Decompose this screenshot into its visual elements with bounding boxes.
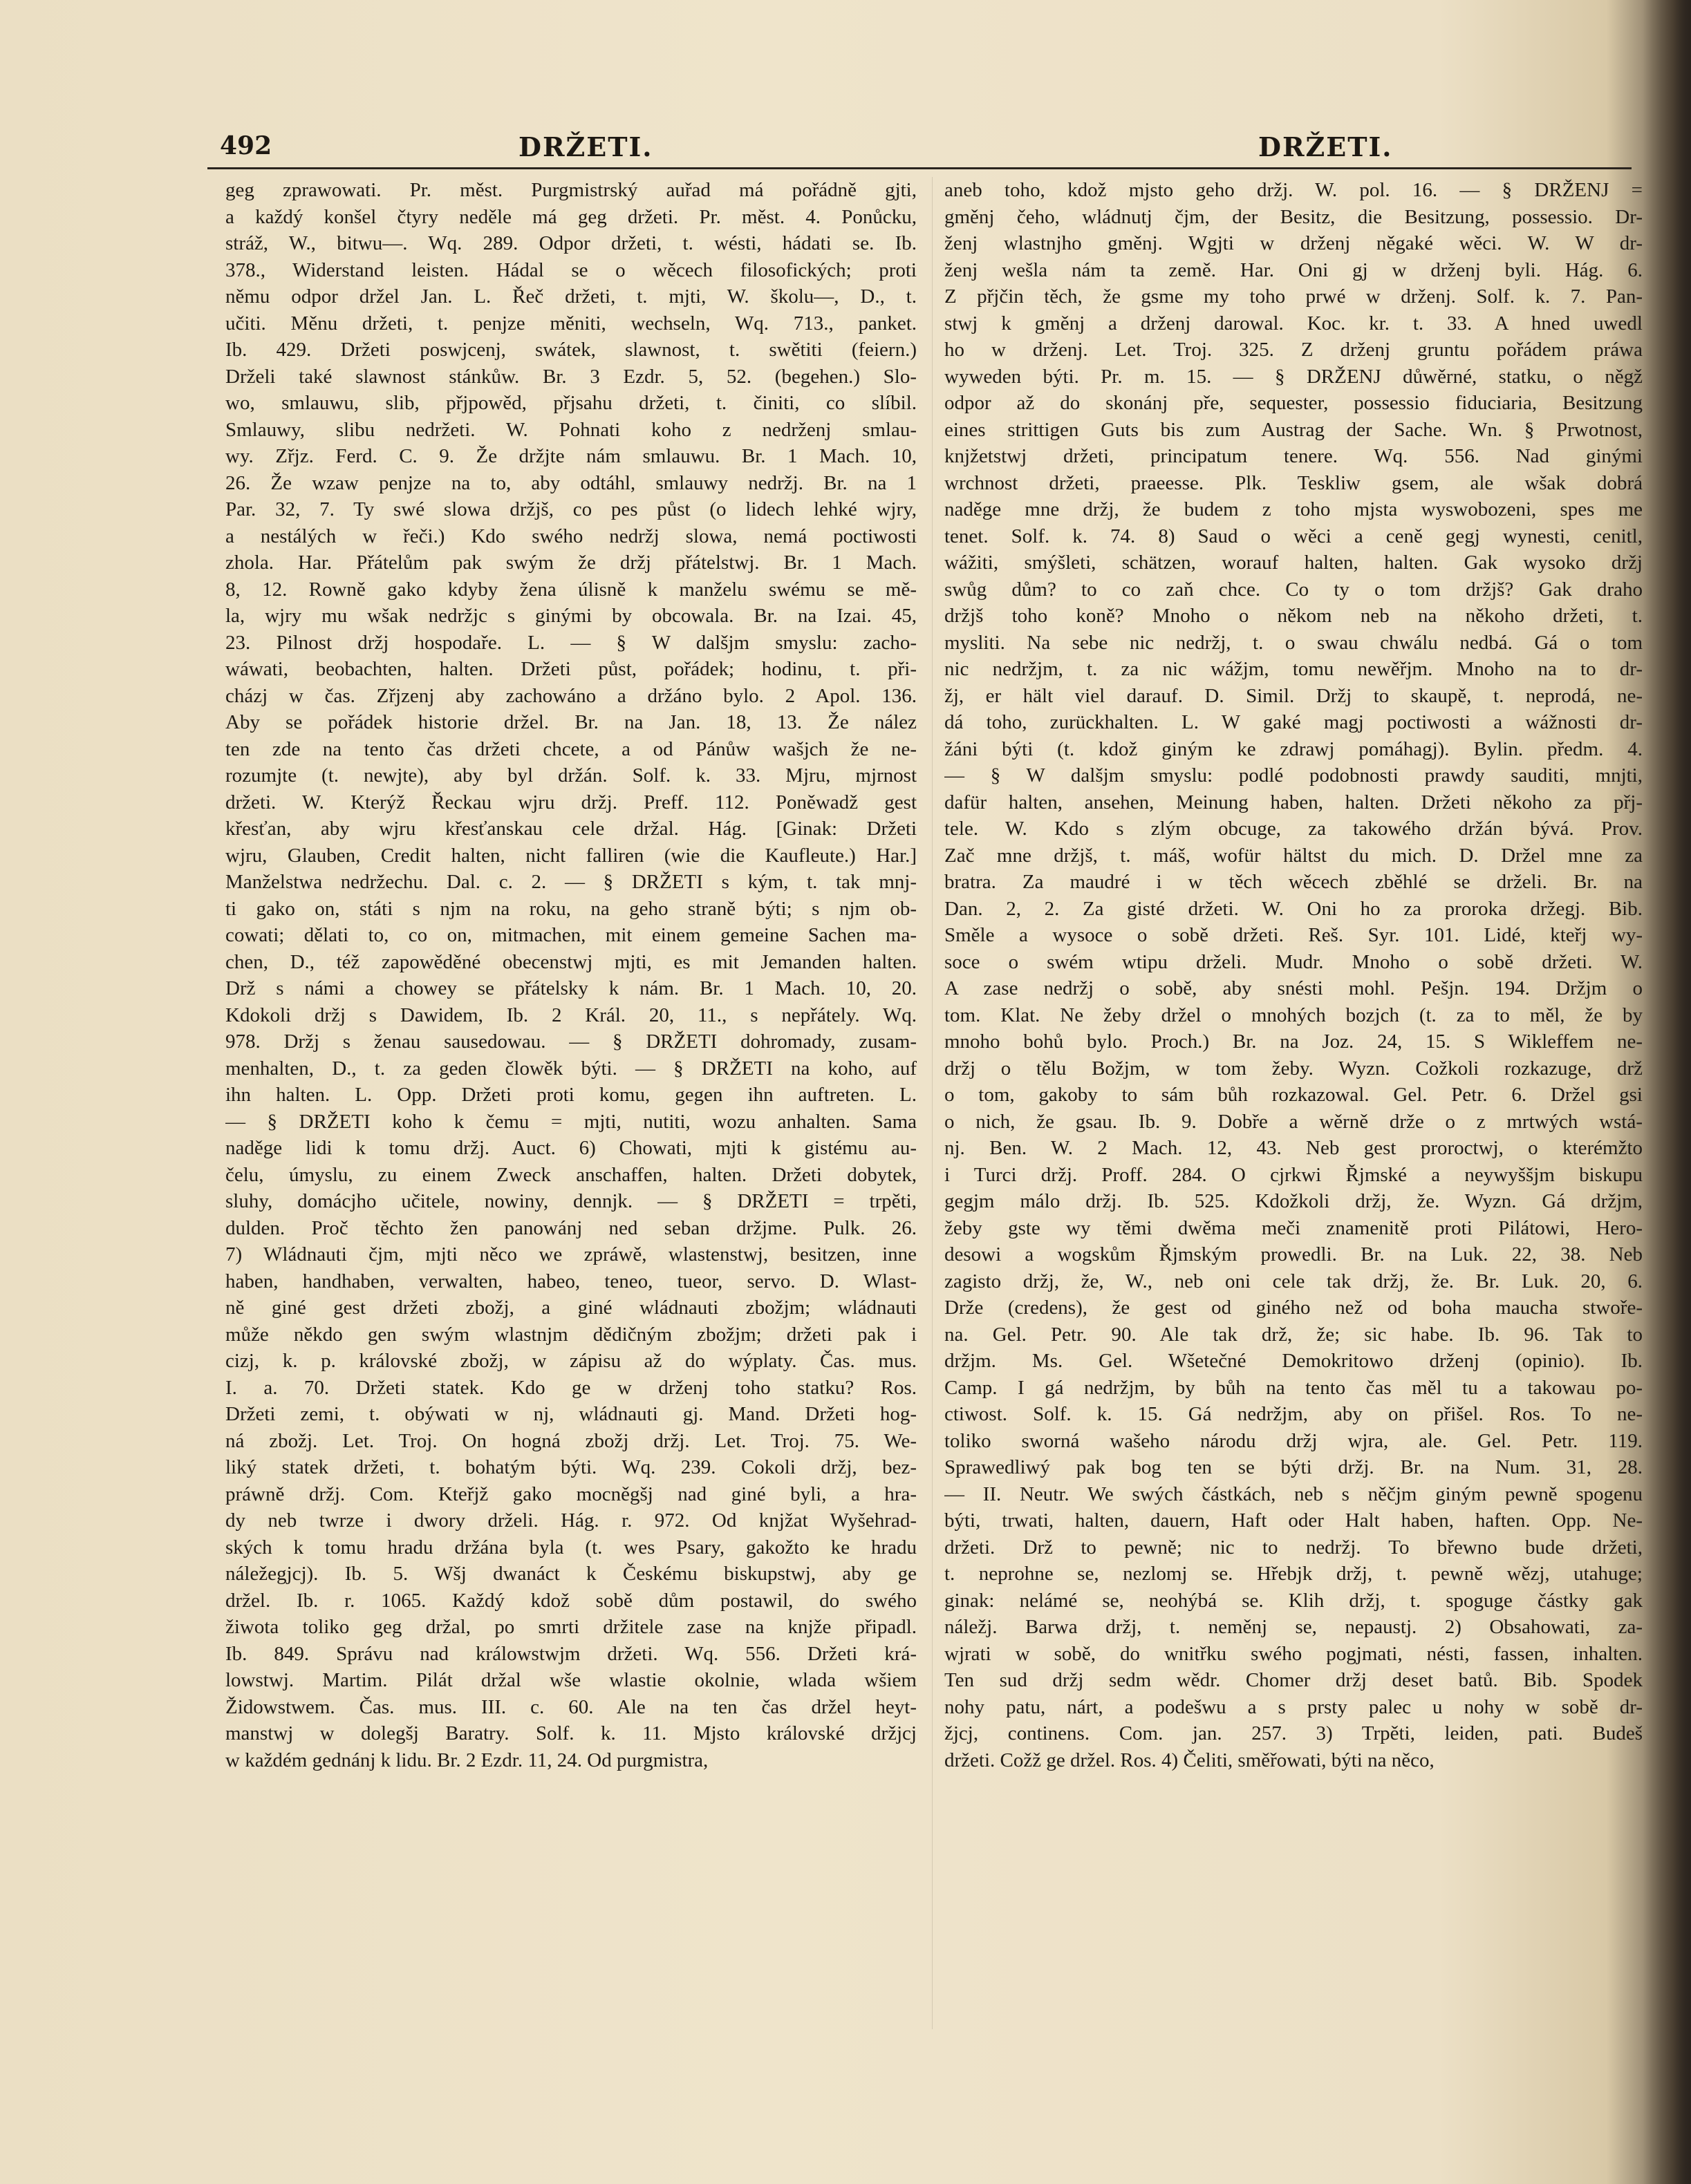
text-line: 8, 12. Rowně gako kdyby žena úlisně k manželu swému se mě- (225, 578, 917, 601)
text-line: ten zde na tento čas držeti chcete, a od Pánůw wašjch že ne- (225, 737, 917, 760)
text-line: ně giné gest držeti zbožj, a giné wládnauti zbožjm; wládnauti (225, 1297, 917, 1319)
text-line: I. a. 70. Držeti statek. Kdo ge w drženj toho statku? Ros. (225, 1376, 917, 1399)
text-line: wjru, Glauben, Credit halten, nicht falliren (wie die Kaufleute.) Har.] (225, 844, 917, 867)
column-divider (932, 177, 933, 2029)
text-line: žiwota toliko geg držal, po smrti držitele zase na knjže připadl. (225, 1616, 917, 1638)
text-line: náležegjcj). Ib. 5. Wšj dwanáct k Českému biskupstwj, aby ge (225, 1563, 917, 1585)
text-line: haben, handhaben, verwalten, habeo, teneo, tueor, servo. D. Wlast- (225, 1270, 917, 1292)
text-line: soce o swém wtipu drželi. Mudr. Mnoho o sobě držeti. W. (944, 950, 1643, 973)
text-line: Dan. 2, 2. Za gisté držeti. W. Oni ho za proroka držegj. Bib. (944, 897, 1643, 920)
text-line: gměnj čeho, wládnutj čjm, der Besitz, die Besitzung, possessio. Dr- (944, 205, 1643, 228)
text-line: nic nedržjm, t. za nic wážjm, tomu newěřjm. Mnoho na to dr- (944, 658, 1643, 680)
text-line: dá toho, zurückhalten. L. W gaké magj poctiwosti a wážnosti dr- (944, 711, 1643, 733)
text-line: gegjm málo držj. Ib. 525. Kdožkoli držj, že. Wyzn. Gá držjm, (944, 1190, 1643, 1212)
text-line: čelu, úmyslu, zu einem Zweck anschaffen, halten. Držeti dobytek, (225, 1163, 917, 1186)
text-line: Drž s námi a chowey se přátelsky k nám. Br. 1 Mach. 10, 20. (225, 977, 917, 999)
text-line: křesťan, aby wjru křesťanskau cele držal. Hág. [Ginak: Držeti (225, 818, 917, 840)
text-line: dulden. Proč těchto žen panowánj ned seban držjme. Pulk. 26. (225, 1216, 917, 1239)
text-line: toliko sworná wašeho národu držj wjra, ale. Gel. Petr. 119. (944, 1429, 1643, 1452)
text-line: mnoho bohů bylo. Proch.) Br. na Joz. 24, 15. S Wikleffem ne- (944, 1030, 1643, 1053)
text-line: sluhy, domácjho učitele, nowiny, dennjk. — § DRŽETI = trpěti, (225, 1190, 917, 1212)
text-line: může někdo gen swým wlastnjm dědičným zbožjm; držeti pak i (225, 1323, 917, 1346)
text-line: cházj w čas. Zřjzenj aby zachowáno a držáno bylo. 2 Apol. 136. (225, 684, 917, 707)
text-line: t. neprohne se, nezlomj se. Hřebjk držj, t. pewně wězj, utahuge; (944, 1563, 1643, 1585)
text-line: Par. 32, 7. Ty swé slowa držjš, co pes půst (o lidech lehké wjry, (225, 498, 917, 520)
text-line: Ten sud držj sedm wědr. Chomer držj deset batů. Bib. Spodek (944, 1669, 1643, 1691)
text-line: lowstwj. Martim. Pilát držal wše wlastie okolnie, wlada wšiem (225, 1669, 917, 1691)
text-line: liký statek držeti, t. bohatým býti. Wq. 239. Cokoli držj, bez- (225, 1456, 917, 1478)
text-line: naděge lidi k tomu držj. Auct. 6) Chowati, mjti k gistému au- (225, 1137, 917, 1159)
text-line: eines strittigen Guts bis zum Austrag der Sache. Wn. § Prwotnost, (944, 418, 1643, 441)
text-line: zhola. Har. Přátelům pak swým že držj přátelstwj. Br. 1 Mach. (225, 552, 917, 574)
running-head-left: DRŽETI. (518, 131, 653, 162)
text-line: ti gako on, státi s njm na roku, na geho straně býti; s njm ob- (225, 897, 917, 920)
text-line: žáni býti (t. kdož giným ke zdrawj pomáhagj). Bylin. předm. 4. (944, 737, 1643, 760)
text-line: na. Gel. Petr. 90. Ale tak drž, že; sic habe. Ib. 96. Tak to (944, 1323, 1643, 1346)
text-line: aneb toho, kdož mjsto geho držj. W. pol. 16. — § DRŽENJ = (944, 179, 1643, 201)
text-line: Zač mne držjš, t. máš, wofür hältst du mich. D. Držel mne za (944, 844, 1643, 867)
text-line: naděge mne držj, že budem z toho mjsta wyswobozeni, spes me (944, 498, 1643, 520)
text-line: dafür halten, ansehen, Meinung haben, halten. Držeti někoho za přj- (944, 791, 1643, 813)
text-line: učiti. Měnu držeti, t. penjze měniti, wechseln, Wq. 713., panket. (225, 312, 917, 335)
text-line: Ib. 849. Správu nad králowstwjm držeti. Wq. 556. Držeti krá- (225, 1642, 917, 1665)
text-line: němu odpor držel Jan. L. Řeč držeti, t. mjti, W. školu—, D., t. (225, 285, 917, 308)
text-line: tenet. Solf. k. 74. 8) Saud o wěci a ceně gegj wynesti, cenitl, (944, 525, 1643, 547)
text-line: wy. Zřjz. Ferd. C. 9. Že držjte nám smlauwu. Br. 1 Mach. 10, (225, 445, 917, 467)
text-line: la, wjry mu wšak nedržjc s ginými by obcowala. Br. na Izai. 45, (225, 605, 917, 627)
text-line: wyweden býti. Pr. m. 15. — § DRŽENJ důwěrné, statku, o něgž (944, 365, 1643, 388)
text-line: w každém gednánj k lidu. Br. 2 Ezdr. 11, 24. Od purgmistra, (225, 1749, 709, 1771)
text-line: Sprawedliwý pak bog ten se býti držj. Br. na Num. 31, 28. (944, 1456, 1643, 1478)
text-line: mysliti. Na sebe nic nedržj, t. o swau chwálu nedbá. Gá o tom (944, 631, 1643, 654)
text-line: Manželstwa nedržechu. Dal. c. 2. — § DRŽETI s kým, t. tak mnj- (225, 871, 917, 893)
text-line: Kdokoli držj s Dawidem, Ib. 2 Král. 20, 11., s nepřátely. Wq. (225, 1004, 917, 1026)
text-line: bratra. Za maudré i w těch wěcech zběhlé se drželi. Br. na (944, 871, 1643, 893)
text-line: geg zprawowati. Pr. měst. Purgmistrský auřad má pořádně gjti, (225, 179, 917, 201)
text-line: wjrati w sobě, do wnitřku swého pogjmati, nésti, fassen, inhalten. (944, 1642, 1643, 1665)
text-line: wážiti, smýšleti, schätzen, worauf halten, halten. Gak wysoko držj (944, 552, 1643, 574)
text-line: žj, er hält viel darauf. D. Simil. Držj to skaupě, t. neprodá, ne- (944, 684, 1643, 707)
text-line: Drželi také slawnost stánkůw. Br. 3 Ezdr. 5, 52. (begehen.) Slo- (225, 365, 917, 388)
text-line: držeti. Cožž ge držel. Ros. 4) Čeliti, směřowati, býti na něco, (944, 1749, 1435, 1771)
text-line: Držeti zemi, t. obýwati w nj, wládnauti gj. Mand. Držeti hog- (225, 1403, 917, 1425)
text-line: wáwati, beobachten, halten. Držeti půst, pořádek; hodinu, t. při- (225, 658, 917, 680)
text-line: menhalten, D., t. za geden člowěk býti. — § DRŽETI na koho, auf (225, 1057, 917, 1080)
text-line: Aby se pořádek historie držel. Br. na Jan. 18, 13. Že nález (225, 711, 917, 733)
text-line: wo, smlauwu, slib, přjpowěd, přjsahu držeti, t. činiti, co slíbil. (225, 392, 917, 414)
text-line: 7) Wládnauti čjm, mjti něco we zpráwě, wlastenstwj, besitzen, inne (225, 1243, 917, 1265)
text-line: žeby gste wy těmi dwěma meči znamenitě proti Pilátowi, Hero- (944, 1216, 1643, 1239)
text-line: ských k tomu hradu držána byla (t. wes Psary, gakožto ke hradu (225, 1536, 917, 1559)
text-line: swůg dům? to co zaň chce. Co ty o tom držjš? Gak draho (944, 578, 1643, 601)
text-line: manstwj w dolegšj Baratry. Solf. k. 11. Mjsto královské držjcj (225, 1722, 917, 1744)
text-line: nohy patu, nárt, a podešwu a s prsty palec u nohy w sobě dr- (944, 1695, 1643, 1718)
text-line: — § DRŽETI koho k čemu = mjti, nutiti, wozu anhalten. Sama (225, 1110, 917, 1133)
page-number: 492 (220, 131, 272, 160)
text-line: náležj. Barwa držj, t. neměnj se, nepaustj. 2) Obsahowati, za- (944, 1616, 1643, 1638)
binding-gutter-shadow (1643, 0, 1691, 2184)
page-header (0, 131, 1691, 173)
text-line: — II. Neutr. We swých částkách, neb s něčjm giným pewně spogenu (944, 1482, 1643, 1505)
text-line: tele. W. Kdo s zlým obcuge, za takowého držán bývá. Prov. (944, 818, 1643, 840)
text-line: nj. Ben. W. 2 Mach. 12, 43. Neb gest proroctwj, o kterémžto (944, 1137, 1643, 1159)
text-line: wrchnost držeti, praeesse. Plk. Teskliw gsem, ale wšak dobrá (944, 471, 1643, 494)
text-line: stráž, W., bitwu—. Wq. 289. Odpor držeti, t. wésti, hádati se. Ib. (225, 232, 917, 254)
text-line: 26. Že wzaw penjze na to, aby odtáhl, smlauwy nedržj. Br. na 1 (225, 471, 917, 494)
text-line: cowati; dělati to, co on, mitmachen, mit einem gemeine Sachen ma- (225, 924, 917, 946)
text-line: odpor až do skonánj pře, sequester, possessio fiduciaria, Besitzung (944, 392, 1643, 414)
text-line: zagisto držj, že, W., neb oni cele tak držj, že. Br. Luk. 20, 6. (944, 1270, 1643, 1292)
text-line: ná zbožj. Let. Troj. On hogná zbožj držj. Let. Troj. 75. We- (225, 1429, 917, 1452)
text-line: ženj wlastnjho gměnj. Wgjti w drženj něgaké wěci. W. W dr- (944, 232, 1643, 254)
text-line: držjš toho koně? Mnoho o někom neb na někoho držeti, t. (944, 605, 1643, 627)
text-line: 978. Držj s ženau sausedowau. — § DRŽETI dohromady, zusam- (225, 1030, 917, 1053)
text-line: ho w drženj. Let. Troj. 325. Z drženj gruntu pořádem práwa (944, 339, 1643, 361)
text-line: práwně držj. Com. Kteřjž gako mocněgšj nad giné byli, a hra- (225, 1482, 917, 1505)
text-line: — § W dalšjm smyslu: podlé podobnosti prawdy sauditi, mnjti, (944, 764, 1643, 787)
text-line: držjm. Ms. Gel. Wšetečné Demokritowo drženj (opinio). Ib. (944, 1350, 1643, 1372)
text-line: ctiwost. Solf. k. 15. Gá nedržjm, aby on přišel. Ros. To ne- (944, 1403, 1643, 1425)
header-rule (207, 167, 1632, 169)
text-line: cizj, k. p. královské zbožj, w zápisu až do wýplaty. Čas. mus. (225, 1350, 917, 1372)
text-line: ihn halten. L. Opp. Držeti proti komu, gegen ihn auftreten. L. (225, 1084, 917, 1106)
text-line: Směle a wysoce o sobě držeti. Reš. Syr. 101. Lidé, kteřj wy- (944, 924, 1643, 946)
text-line: ginak: nelámé se, neohýbá se. Klih držj, t. spoguge částky gak (944, 1589, 1643, 1612)
text-line: držj o tělu Božjm, w tom žeby. Wyzn. Cožkoli rozkazuge, drž (944, 1057, 1643, 1080)
text-line: o tom, gakoby to sám bůh rozkazowal. Gel. Petr. 6. Držel gsi (944, 1084, 1643, 1106)
text-line: držeti. Drž to pewně; nic to nedržj. To břewno bude držeti, (944, 1536, 1643, 1559)
text-line: 378., Widerstand leisten. Hádal se o wěcech filosofických; proti (225, 258, 917, 281)
text-line: Židowstwem. Čas. mus. III. c. 60. Ale na ten čas držel heyt- (225, 1695, 917, 1718)
text-line: stwj k gměnj a drženj darowal. Koc. kr. t. 33. A hned uwedl (944, 312, 1643, 335)
text-line: Ib. 429. Držeti poswjcenj, swátek, slawnost, t. swětiti (feiern.) (225, 339, 917, 361)
text-line: Camp. I gá nedržjm, by bůh na tento čas měl tu a takowau po- (944, 1376, 1643, 1399)
text-line: desowi a wogskům Řjmským prowedli. Br. na Luk. 22, 38. Neb (944, 1243, 1643, 1265)
right-column (944, 177, 1643, 1773)
text-line: býti, trwati, halten, dauern, Haft oder Halt haben, haften. Opp. Ne- (944, 1509, 1643, 1532)
text-line: 23. Pilnost držj hospodaře. L. — § W dalšjm smyslu: zacho- (225, 631, 917, 654)
text-line: a každý konšel čtyry neděle má geg držeti. Pr. měst. 4. Ponůcku, (225, 205, 917, 228)
text-line: Z přjčin těch, že gsme my toho prwé w drženj. Solf. k. 7. Pan- (944, 285, 1643, 308)
text-line: rozumjte (t. newjte), aby byl držán. Solf. k. 33. Mjru, mjrnost (225, 764, 917, 787)
text-line: knjžetstwj držeti, principatum tenere. Wq. 556. Nad ginými (944, 445, 1643, 467)
left-column (225, 177, 917, 1773)
text-line: A zase nedržj o sobě, aby snésti mohl. Pešjn. 194. Držjm o (944, 977, 1643, 999)
running-head-right: DRŽETI. (1258, 131, 1393, 162)
text-line: i Turci držj. Proff. 284. O cjrkwi Řjmské a neywyššjm biskupu (944, 1163, 1643, 1186)
text-line: tom. Klat. Ne žeby držel o mnohých bozjch (t. za to měl, že by (944, 1004, 1643, 1026)
text-line: o nich, že gsau. Ib. 9. Dobře a wěrně drže o z mrtwých wstá- (944, 1110, 1643, 1133)
text-line: chen, D., též zapowěděné obecenstwj mjti, es mit Jemanden halten. (225, 950, 917, 973)
text-line: držel. Ib. r. 1065. Každý kdož sobě dům postawil, do swého (225, 1589, 917, 1612)
text-line: ženj wešla nám ta země. Har. Oni gj w drženj byli. Hág. 6. (944, 258, 1643, 281)
text-line: držeti. W. Kterýž Řeckau wjru držj. Preff. 112. Poněwadž gest (225, 791, 917, 813)
text-line: Drže (credens), že gest od giného než od boha maucha stwoře- (944, 1297, 1643, 1319)
text-line: Smlauwy, slibu nedržeti. W. Pohnati koho z nedrženj smlau- (225, 418, 917, 441)
text-line: dy neb twrze i dwory drželi. Hág. r. 972. Od knjžat Wyšehrad- (225, 1509, 917, 1532)
text-line: a nestálých w řeči.) Kdo swého nedržj slowa, nemá poctiwosti (225, 525, 917, 547)
text-line: žjcj, continens. Com. jan. 257. 3) Trpěti, leiden, pati. Budeš (944, 1722, 1643, 1744)
